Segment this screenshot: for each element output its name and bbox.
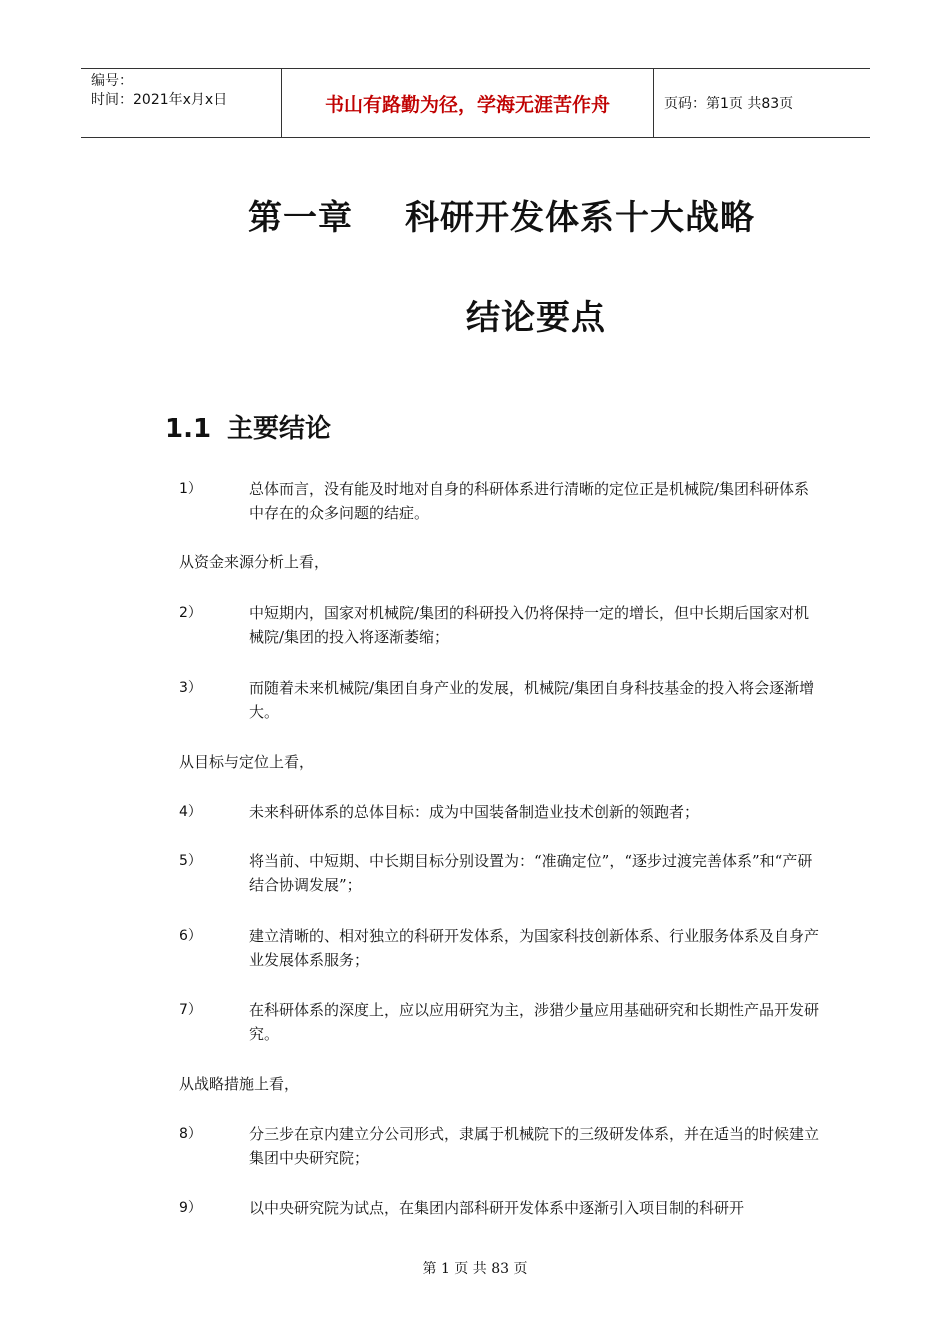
number-label: 编号： [91,73,133,89]
paragraph-funding: 从资金来源分析上看， [179,553,330,571]
item-number: 7） [179,1002,202,1018]
section-heading [165,408,331,445]
section-number: 1.1 [165,414,212,444]
item-number: 2） [179,605,202,621]
item-number: 3） [179,680,202,696]
item-text: 未来科研体系的总体目标：成为中国装备制造业技术创新的领跑者； [249,803,700,821]
item-number: 8） [179,1126,202,1142]
item-text: 中短期内，国家对机械院/集团的科研投入仍将保持一定的增长，但中长期后国家对机械院/集团的投入将逐渐萎缩； [249,604,810,646]
section-title: 主要结论 [227,414,332,444]
paragraph-goals: 从目标与定位上看， [179,753,315,771]
page-info-cell: 页码：第1页 共83页 [664,96,794,112]
item-number: 9） [179,1200,202,1216]
item-text: 而随着未来机械院/集团自身产业的发展，机械院/集团自身科技基金的投入将会逐渐增大。 [249,679,815,721]
item-text: 以中央研究院为试点，在集团内部科研开发体系中逐渐引入项目制的科研开 [249,1199,745,1217]
page-footer: 第 1 页 共 83 页 [422,1261,528,1277]
item-number: 6） [179,928,202,944]
chapter-title-line2: 结论要点 [466,298,606,338]
header-meta-cell [81,69,281,137]
paragraph-strategy: 从战略措施上看， [179,1075,300,1093]
item-text: 建立清晰的、相对独立的科研开发体系，为国家科技创新体系、行业服务体系及自身产业发展体系服务； [249,927,820,969]
header-table [81,68,870,138]
item-number: 5） [179,853,202,869]
item-text: 在科研体系的深度上，应以应用研究为主，涉猎少量应用基础研究和长期性产品开发研究。 [249,1001,820,1043]
chapter-label: 第一章 [248,198,353,238]
chapter-title-line1: 科研开发体系十大战略 [405,198,755,238]
item-number: 4） [179,804,202,820]
chapter-title [248,190,755,239]
time-label: 时间：2021年x月x日 [91,92,228,108]
item-text: 将当前、中短期、中长期目标分别设置为：“准确定位”，“逐步过渡完善体系”和“产研结合协调发展”； [249,852,813,894]
item-text: 分三步在京内建立分公司形式，隶属于机械院下的三级研发体系，并在适当的时候建立集团中央研究院； [249,1125,820,1167]
motto-cell: 书山有路勤为径，学海无涯苦作舟 [281,69,654,137]
item-text: 总体而言，没有能及时地对自身的科研体系进行清晰的定位正是机械院/集团科研体系中存在的众多问题的结症。 [249,480,810,522]
item-number: 1） [179,481,202,497]
